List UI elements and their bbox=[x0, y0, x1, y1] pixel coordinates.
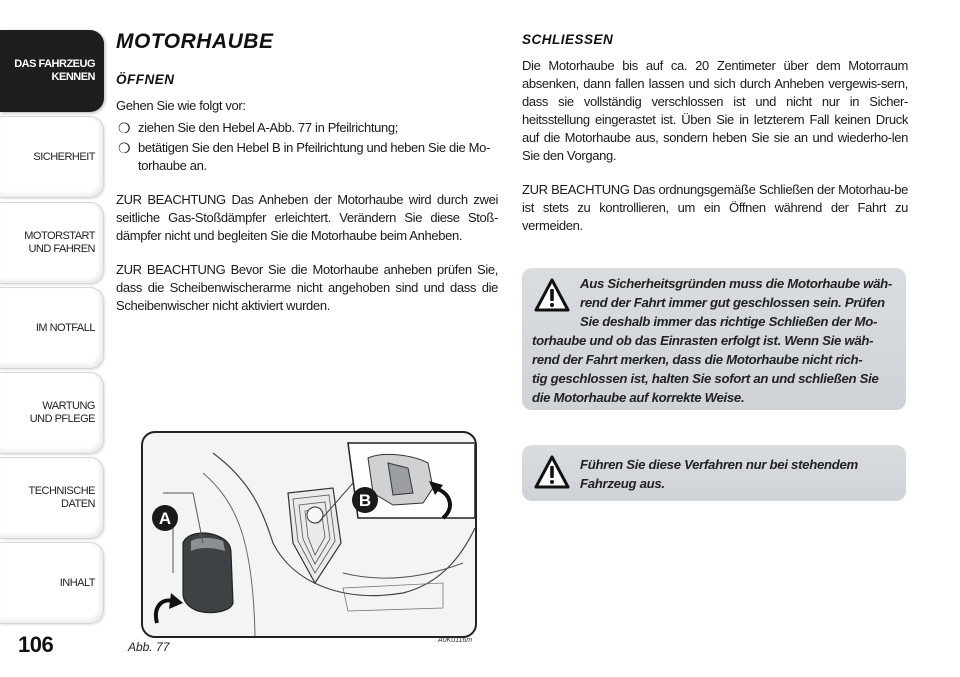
label-a: A bbox=[158, 509, 172, 528]
warning-triangle-icon bbox=[534, 455, 570, 489]
left-column bbox=[116, 30, 498, 315]
label-b-marker bbox=[352, 487, 378, 513]
step-text: betätigen Sie den Hebel B in Pfeilrichtung und heben Sie die Mo-torhaube an. bbox=[138, 140, 490, 173]
subtitle-oeffnen: ÖFFNEN bbox=[116, 72, 175, 87]
note-closing-check: ZUR BEACHTUNG Das ordnungsgemäße Schließen der Motorhau-be ist stets zu kontrollieren, um ein Öffnen während der Fahrt zu vermeiden. bbox=[522, 182, 908, 233]
step-text: ziehen Sie den Hebel A-Abb. 77 in Pfeilrichtung; bbox=[138, 120, 398, 135]
warning-text-safety bbox=[522, 274, 904, 407]
figure-code: A0K0116m bbox=[438, 637, 473, 644]
warning-line: tig geschlossen ist, halten Sie sofort an und schließen Sie bbox=[532, 371, 879, 386]
note-wipers: ZUR BEACHTUNG Bevor Sie die Motorhaube anheben prüfen Sie, dass die Scheibenwischerarme nicht angehoben sind und dass die Scheibenwischer nicht aktiviert wurden. bbox=[116, 262, 498, 313]
bullet-icon: ❍ bbox=[118, 140, 131, 156]
closing-instructions: Die Motorhaube bis auf ca. 20 Zentimeter über dem Motorraum absenken, dann fallen lassen und sich durch Anheben vergewis-sern, dass sie vollständig verschlossen ist und nicht nur in Sicher-heitsstellung eingerastet ist. Üben Sie in letzterem Fall keinen Druck auf die Motorhaube aus, sondern heben Sie sie an und wiederho-len Sie den Vorgang. bbox=[522, 58, 908, 163]
step-item bbox=[116, 119, 498, 137]
subtitle-schliessen: SCHLIESSEN bbox=[522, 32, 614, 47]
warning-line: rend der Fahrt immer gut geschlossen sein. Prüfen bbox=[580, 295, 885, 310]
figure-caption: Abb. 77 bbox=[128, 640, 170, 654]
warning-text-stationary: Führen Sie diese Verfahren nur bei stehendem Fahrzeug aus. bbox=[580, 457, 858, 491]
figure-hood-release bbox=[141, 431, 477, 638]
intro-text: Gehen Sie wie folgt vor: bbox=[116, 98, 246, 113]
tab-wartung-und-pflege[interactable]: WARTUNG UND PFLEGE bbox=[0, 372, 104, 454]
steps-list bbox=[116, 119, 498, 175]
warning-line: torhaube und ob das Einrasten erfolgt ist. Wenn Sie wäh- bbox=[532, 333, 874, 348]
page-number: 106 bbox=[18, 632, 54, 657]
step-item bbox=[116, 139, 498, 175]
label-b: B bbox=[358, 491, 372, 510]
warning-box-stationary bbox=[522, 445, 906, 501]
tab-sicherheit[interactable]: SICHERHEIT bbox=[0, 116, 104, 198]
warning-line: die Motorhaube auf korrekte Weise. bbox=[532, 390, 745, 405]
tab-technische-daten[interactable]: TECHNISCHE DATEN bbox=[0, 457, 104, 539]
note-gas-struts: ZUR BEACHTUNG Das Anheben der Motorhaube wird durch zwei seitliche Gas-Stoßdämpfer erleichtert. Verändern Sie diese Stoß-dämpfer nicht und begleiten Sie die Motorhaube beim Anheben. bbox=[116, 192, 498, 243]
warning-line: Sie deshalb immer das richtige Schließen der Mo- bbox=[580, 314, 878, 329]
tab-motorstart-und-fahren[interactable]: MOTORSTART UND FAHREN bbox=[0, 202, 104, 284]
right-column bbox=[522, 30, 908, 235]
warning-line: rend der Fahrt merken, dass die Motorhaube nicht rich- bbox=[532, 352, 863, 367]
tab-im-notfall[interactable]: IM NOTFALL bbox=[0, 287, 104, 369]
label-a-marker bbox=[152, 505, 178, 531]
hood-release-illustration bbox=[143, 433, 475, 636]
warning-box-safety bbox=[522, 268, 906, 410]
warning-line: Aus Sicherheitsgründen muss die Motorhaube wäh- bbox=[580, 276, 892, 291]
bullet-icon: ❍ bbox=[118, 120, 131, 136]
tab-inhalt[interactable]: INHALT bbox=[0, 542, 104, 624]
section-title: MOTORHAUBE bbox=[116, 30, 274, 53]
tab-das-fahrzeug-kennen[interactable]: DAS FAHRZEUG KENNEN bbox=[0, 30, 104, 112]
